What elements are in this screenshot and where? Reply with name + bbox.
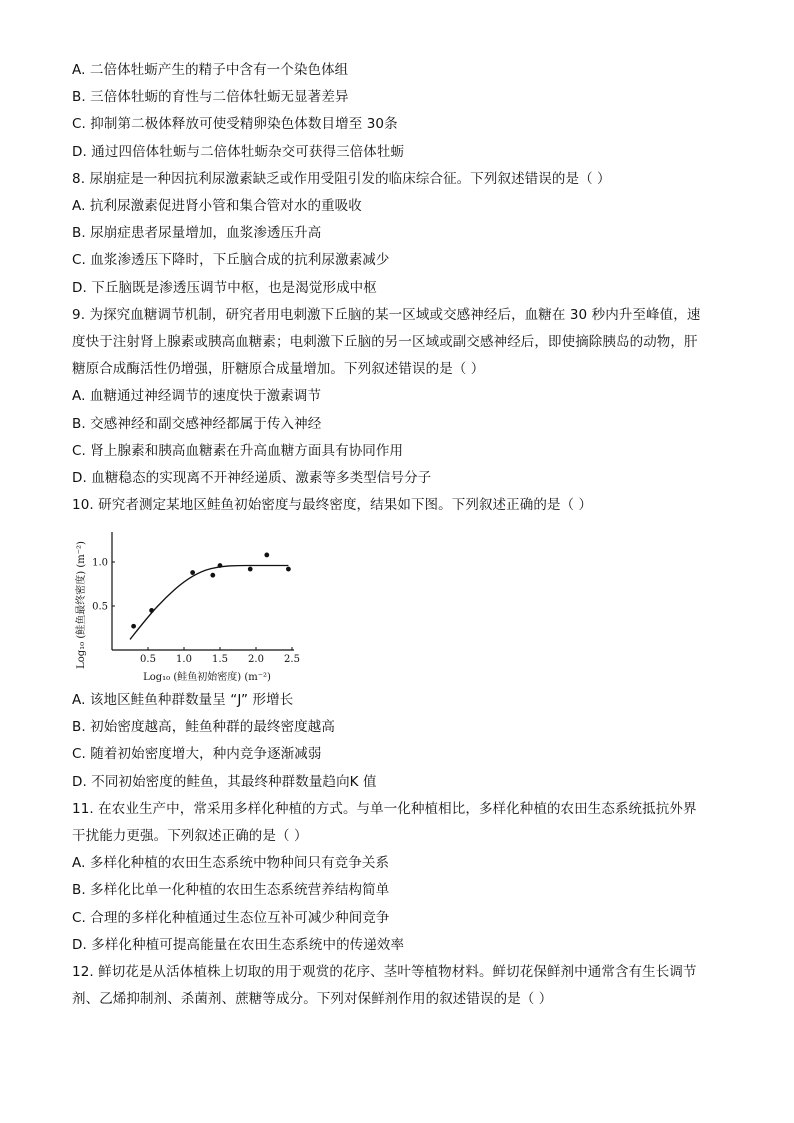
text-line: A. 该地区鲑鱼种群数量呈 “J” 形增长 [72, 692, 294, 708]
text-line: 11. 在农业生产中，常采用多样化种植的方式。与单一化种植相比，多样化种植的农田生态系统抵抗外界 [72, 800, 697, 817]
data-point [286, 567, 291, 572]
y-tick-label: 1.0 [92, 557, 108, 569]
text-line: C. 随着初始密度增大，种内竞争逐渐减弱 [72, 746, 322, 763]
text-line: 剂、乙烯抑制剂、杀菌剂、蔗糖等成分。下列对保鲜剂作用的叙述错误的是（ ） [72, 991, 553, 1008]
y-axis-label: Log₁₀ (鲑鱼最终密度) (m⁻²) [76, 541, 87, 669]
y-tick-label: 0.5 [92, 601, 108, 613]
text-line: D. 不同初始密度的鲑鱼，其最终种群数量趋向K 值 [72, 773, 377, 790]
data-point [190, 570, 195, 575]
data-point [149, 608, 154, 613]
x-tick-label: 0.5 [140, 654, 156, 665]
fit-curve [130, 566, 288, 640]
x-tick-label: 2.0 [248, 654, 264, 665]
text-line: 干扰能力更强。下列叙述正确的是（ ） [72, 828, 308, 844]
data-point [248, 567, 253, 572]
text-line: 糖原合成酶活性仍增强，肝糖原合成量增加。下列叙述错误的是（ ） [72, 361, 485, 378]
data-point [264, 553, 269, 558]
text-line: C. 合理的多样化种植通过生态位互补可减少种间竞争 [72, 909, 390, 926]
chart-points [131, 553, 291, 629]
x-axis-label: Log₁₀ (鲑鱼初始密度) (m⁻²) [143, 672, 271, 683]
text-line: 10. 研究者测定某地区鲑鱼初始密度与最终密度，结果如下图。下列叙述正确的是（ ） [72, 497, 593, 514]
text-line: 12. 鲜切花是从活体植株上切取的用于观赏的花序、茎叶等植物材料。鲜切花保鲜剂中通常含有生长调节 [72, 964, 697, 980]
text-line: D. 多样化种植可提高能量在农田生态系统中的传递效率 [72, 936, 405, 953]
salmon-density-chart [72, 520, 302, 690]
text-line: B. 初始密度越高，鲑鱼种群的最终密度越高 [72, 719, 335, 736]
text-line: A. 血糖通过神经调节的速度快于激素调节 [72, 388, 322, 405]
chart-svg [72, 520, 302, 690]
data-point [131, 624, 136, 629]
text-line: B. 尿崩症患者尿量增加，血浆渗透压升高 [72, 225, 322, 242]
text-line: 9. 为探究血糖调节机制，研究者用电刺激下丘脑的某一区域或交感神经后，血糖在 30 秒内升至峰值，速 [72, 306, 701, 323]
text-line: B. 三倍体牡蛎的育性与二倍体牡蛎无显著差异 [72, 89, 349, 106]
x-tick-label: 1.0 [176, 654, 192, 665]
data-point [210, 573, 215, 578]
text-line: 8. 尿崩症是一种因抗利尿激素缺乏或作用受阻引发的临床综合征。下列叙述错误的是（ ） [72, 170, 611, 187]
data-point [218, 563, 223, 568]
chart-axes [112, 532, 294, 650]
text-line: A. 多样化种植的农田生态系统中物种间只有竞争关系 [72, 855, 390, 872]
text-line: B. 交感神经和副交感神经都属于传入神经 [72, 415, 322, 432]
text-line: C. 抑制第二极体释放可使受精卵染色体数目增至 30条 [72, 116, 398, 133]
text-line: D. 下丘脑既是渗透压调节中枢，也是渴觉形成中枢 [72, 279, 377, 296]
x-tick-label: 2.5 [284, 654, 300, 665]
chart-ticks [92, 558, 300, 666]
x-tick-label: 1.5 [212, 654, 228, 665]
text-line: D. 血糖稳态的实现离不开神经递质、激素等多类型信号分子 [72, 470, 432, 486]
text-line: A. 二倍体牡蛎产生的精子中含有一个染色体组 [72, 62, 349, 78]
text-line: 度快于注射肾上腺素或胰高血糖素；电刺激下丘脑的另一区域或副交感神经后，即使摘除胰岛的动物，肝 [72, 334, 698, 350]
text-line: B. 多样化比单一化种植的农田生态系统营养结构简单 [72, 882, 390, 899]
text-line: C. 肾上腺素和胰高血糖素在升高血糖方面具有协同作用 [72, 442, 404, 459]
text-line: A. 抗利尿激素促进肾小管和集合管对水的重吸收 [72, 198, 362, 214]
text-line: D. 通过四倍体牡蛎与二倍体牡蛎杂交可获得三倍体牡蛎 [72, 143, 405, 160]
text-line: C. 血浆渗透压下降时，下丘脑合成的抗利尿激素减少 [72, 252, 390, 269]
